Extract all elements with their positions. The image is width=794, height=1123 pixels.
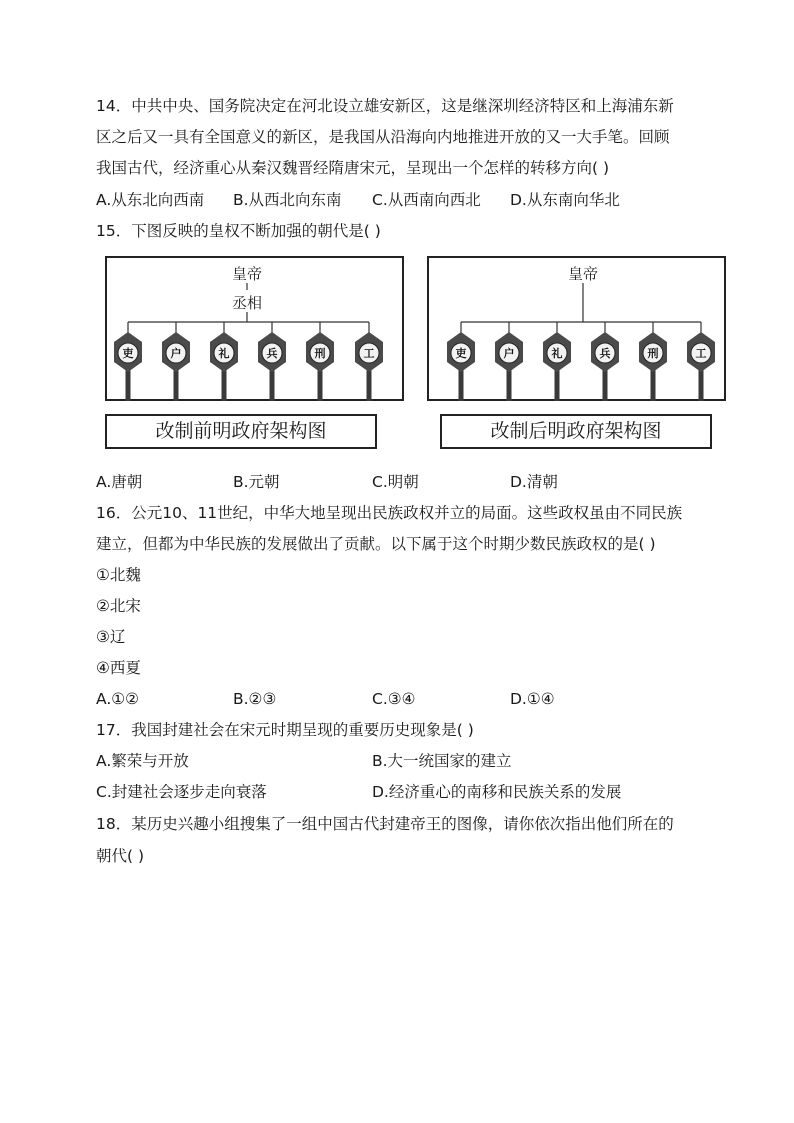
right-dept-label-6: 工 [695, 347, 707, 360]
left-diagram-caption: 改制前明政府架构图 [105, 414, 377, 449]
q14-line-2: 区之后又一具有全国意义的新区，是我国从沿海向内地推进开放的又一大手笔。回顾 [96, 128, 670, 146]
right-dept-node-1 [447, 322, 475, 401]
right-dept-node-4 [591, 322, 619, 401]
left-dept-node-5 [306, 322, 334, 401]
left-chancellor-label: 丞相 [231, 294, 263, 312]
q18-line-2: 朝代( ) [96, 847, 145, 865]
q17-option-b[interactable]: B.大一统国家的建立 [372, 752, 512, 770]
left-emperor-label: 皇帝 [231, 265, 263, 283]
left-dept-label-3: 礼 [218, 347, 230, 360]
q16-item-1: ①北魏 [96, 566, 141, 584]
right-dept-node-3 [543, 322, 571, 401]
left-dept-node-3 [210, 322, 238, 401]
left-dept-label-5: 刑 [314, 347, 326, 360]
right-emperor-label: 皇帝 [567, 265, 599, 283]
right-diagram-svg [429, 258, 728, 403]
left-dept-node-4 [258, 322, 286, 401]
q16-option-d[interactable]: D.①④ [510, 690, 555, 708]
right-dept-node-5 [639, 322, 667, 401]
left-dept-label-2: 户 [170, 347, 182, 360]
q17-option-c[interactable]: C.封建社会逐步走向衰落 [96, 783, 267, 801]
q15-stem: 15．下图反映的皇权不断加强的朝代是( ) [96, 222, 381, 240]
q14-option-c[interactable]: C.从西南向西北 [372, 191, 481, 209]
q17-stem: 17．我国封建社会在宋元时期呈现的重要历史现象是( ) [96, 721, 474, 739]
right-dept-label-2: 户 [503, 347, 515, 360]
q15-option-a[interactable]: A.唐朝 [96, 473, 143, 491]
q16-item-4: ④西夏 [96, 659, 141, 677]
left-dept-node-1 [114, 322, 142, 401]
q14-line-1: 14．中共中央、国务院决定在河北设立雄安新区，这是继深圳经济特区和上海浦东新 [96, 97, 674, 115]
q16-option-c[interactable]: C.③④ [372, 690, 416, 708]
left-dept-label-4: 兵 [266, 347, 278, 360]
right-diagram-caption: 改制后明政府架构图 [440, 414, 712, 449]
q16-option-b[interactable]: B.②③ [233, 690, 277, 708]
left-dept-label-1: 吏 [122, 347, 134, 360]
q16-line-1: 16．公元10、11世纪，中华大地呈现出民族政权并立的局面。这些政权虽由不同民族 [96, 504, 683, 522]
q18-line-1: 18．某历史兴趣小组搜集了一组中国古代封建帝王的图像，请你依次指出他们所在的 [96, 815, 674, 833]
q14-line-3: 我国古代，经济重心从秦汉魏晋经隋唐宋元，呈现出一个怎样的转移方向( ) [96, 159, 610, 177]
q16-item-3: ③辽 [96, 628, 126, 646]
q16-option-a[interactable]: A.①② [96, 690, 140, 708]
right-structure-diagram [427, 256, 726, 401]
q15-option-b[interactable]: B.元朝 [233, 473, 280, 491]
left-dept-label-6: 工 [363, 347, 375, 360]
q17-option-d[interactable]: D.经济重心的南移和民族关系的发展 [372, 783, 622, 801]
right-dept-node-6 [687, 322, 715, 401]
right-dept-label-4: 兵 [599, 347, 611, 360]
right-dept-label-1: 吏 [455, 347, 467, 360]
q15-option-d[interactable]: D.清朝 [510, 473, 558, 491]
q16-item-2: ②北宋 [96, 597, 141, 615]
q14-option-d[interactable]: D.从东南向华北 [510, 191, 620, 209]
right-dept-label-5: 刑 [647, 347, 659, 360]
q15-option-c[interactable]: C.明朝 [372, 473, 419, 491]
q14-option-b[interactable]: B.从西北向东南 [233, 191, 342, 209]
right-dept-label-3: 礼 [551, 347, 563, 360]
left-diagram-svg [107, 258, 406, 403]
right-dept-node-2 [495, 322, 523, 401]
q14-option-a[interactable]: A.从东北向西南 [96, 191, 205, 209]
left-dept-node-6 [355, 322, 383, 401]
left-dept-node-2 [162, 322, 190, 401]
q17-option-a[interactable]: A.繁荣与开放 [96, 752, 189, 770]
left-structure-diagram [105, 256, 404, 401]
q16-line-2: 建立，但都为中华民族的发展做出了贡献。以下属于这个时期少数民族政权的是( ) [96, 535, 656, 553]
